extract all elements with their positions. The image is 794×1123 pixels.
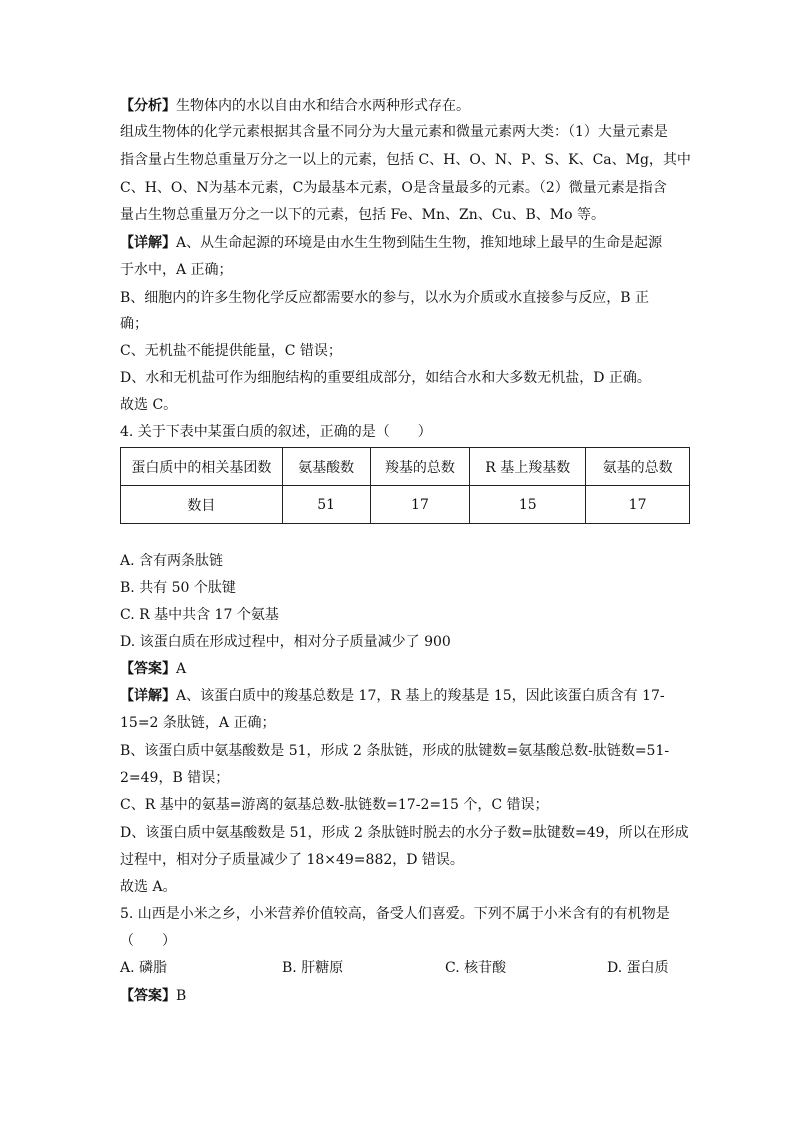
table-header-cell: 氨基的总数 (586, 448, 690, 486)
table-header-cell: 蛋白质中的相关基团数 (121, 448, 283, 486)
detail-paragraph (120, 686, 665, 706)
table-header-row (121, 448, 690, 486)
answer-label: 【答案】 (120, 661, 176, 677)
answer-label: 【答案】 (120, 988, 176, 1004)
question-5-stem: 5. 山西是小米之乡，小米营养价值较高，备受人们喜爱。下列不属于小米含有的有机物是 (120, 906, 670, 922)
table-cell: 17 (370, 486, 470, 524)
protein-table (120, 447, 690, 524)
detail-text: D、该蛋白质中氨基酸数是 51，形成 2 条肽链时脱去的水分子数=肽键数=49，所以在形成 (120, 825, 689, 841)
detail-text: D、水和无机盐可作为细胞结构的重要组成部分，如结合水和大多数无机盐，D 正确。 (120, 370, 651, 386)
detail-paragraph (120, 233, 662, 253)
detail-text: A、该蛋白质中的羧基总数是 17，R 基上的羧基是 15，因此该蛋白质含有 17- (176, 688, 665, 704)
answer-value: B (176, 988, 187, 1004)
option-a: A. 含有两条肽链 (120, 553, 224, 569)
option-d: D. 蛋白质 (607, 960, 669, 976)
detail-text: 15=2 条肽链，A 正确； (120, 715, 276, 731)
detail-label: 【详解】 (120, 688, 176, 704)
option-a: A. 磷脂 (120, 960, 168, 976)
answer-line (120, 659, 186, 679)
analysis-text: 量占生物总重量万分之一以下的元素，包括 Fe、Mn、Zn、Cu、B、Mo 等。 (120, 207, 606, 223)
detail-text: C、R 基中的氨基=游离的氨基总数-肽链数=17-2=15 个，C 错误； (120, 797, 549, 813)
analysis-label: 【分析】 (120, 98, 176, 114)
option-c: C. R 基中共含 17 个氨基 (120, 607, 279, 623)
detail-text: 故选 A。 (120, 879, 177, 895)
question-5-stem: （ ） (120, 933, 176, 949)
detail-label: 【详解】 (120, 235, 176, 251)
detail-text: 过程中，相对分子质量减少了 18×49=882，D 错误。 (120, 852, 464, 868)
analysis-paragraph (120, 96, 470, 116)
table-row (121, 486, 690, 524)
detail-text: 故选 C。 (120, 397, 178, 413)
option-c: C. 核苷酸 (445, 960, 507, 976)
detail-text: C、无机盐不能提供能量，C 错误； (120, 343, 342, 359)
option-d: D. 该蛋白质在形成过程中，相对分子质量减少了 900 (120, 634, 451, 650)
analysis-text: 指含量占生物总重量万分之一以上的元素，包括 C、H、O、N、P、S、K、Ca、Mg，其中 (120, 152, 691, 168)
option-b: B. 共有 50 个肽键 (120, 580, 236, 596)
detail-text: B、该蛋白质中氨基酸数是 51，形成 2 条肽链，形成的肽键数=氨基酸总数-肽链数=51- (120, 743, 670, 759)
table-cell: 15 (470, 486, 586, 524)
table-header-cell: R 基上羧基数 (470, 448, 586, 486)
detail-text: 2=49，B 错误； (120, 770, 230, 786)
detail-text: 确； (120, 316, 148, 332)
analysis-text: 组成生物体的化学元素根据其含量不同分为大量元素和微量元素两大类：（1）大量元素是 (120, 124, 668, 140)
table-header-cell: 羧基的总数 (370, 448, 470, 486)
table-cell: 17 (586, 486, 690, 524)
table-cell: 51 (282, 486, 370, 524)
detail-text: A、从生命起源的环境是由水生生物到陆生生物，推知地球上最早的生命是起源 (176, 235, 663, 251)
analysis-text: C、H、O、N为基本元素，C为最基本元素，O是含量最多的元素。（2）微量元素是指含 (120, 180, 667, 196)
table-row-label: 数目 (121, 486, 283, 524)
option-b: B. 肝糖原 (282, 960, 344, 976)
question-4-stem: 4. 关于下表中某蛋白质的叙述，正确的是（ ） (120, 424, 432, 440)
analysis-text: 生物体内的水以自由水和结合水两种形式存在。 (176, 98, 470, 114)
answer-value: A (176, 661, 187, 677)
detail-text: B、细胞内的许多生物化学反应都需要水的参与，以水为介质或水直接参与反应，B 正 (120, 290, 650, 306)
table-header-cell: 氨基酸数 (282, 448, 370, 486)
answer-line (120, 986, 186, 1006)
detail-text: 于水中，A 正确； (120, 262, 233, 278)
